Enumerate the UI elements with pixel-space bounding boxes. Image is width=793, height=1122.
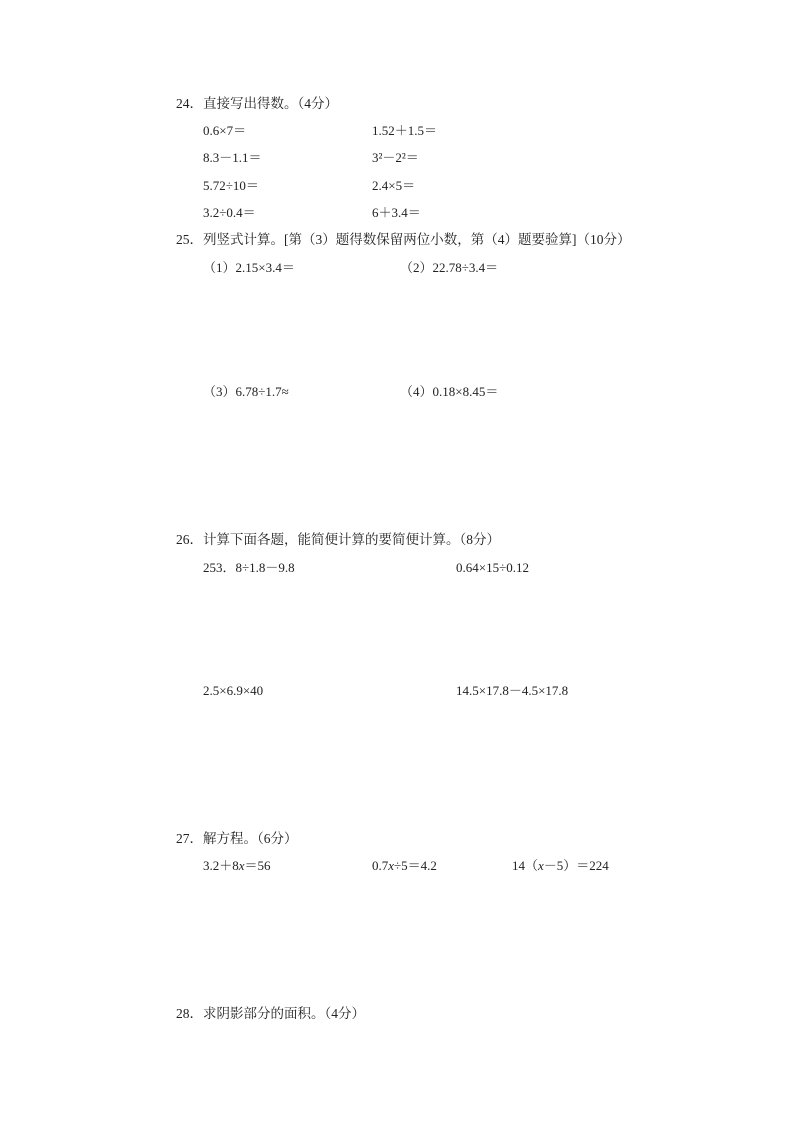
q24-item-2: 1.52＋1.5＝ (372, 123, 438, 138)
q27-eq3-post: －5）＝224 (543, 858, 609, 873)
q25-item-2: （2）22.78÷3.4＝ (400, 260, 499, 275)
q26-item-1: 253．8÷1.8－9.8 (203, 560, 295, 575)
question-28-title: 28．求阴影部分的面积。（4分） (176, 1006, 365, 1021)
q25-item-1: （1）2.15×3.4＝ (203, 260, 295, 275)
q24-item-1: 0.6×7＝ (203, 123, 247, 138)
q24-item-5: 5.72÷10＝ (203, 178, 259, 193)
q27-eq3-var: x (538, 858, 544, 873)
q26-item-4: 14.5×17.8－4.5×17.8 (456, 683, 569, 698)
q26-item-2: 0.64×15÷0.12 (456, 560, 529, 575)
q27-eq3-pre: 14（ (512, 858, 539, 873)
q24-item-6: 2.4×5＝ (372, 178, 416, 193)
q25-item-4: （4）0.18×8.45＝ (400, 384, 499, 399)
q24-item-3: 8.3－1.1＝ (203, 150, 262, 165)
q24-item-4: 3²－2²＝ (372, 150, 419, 165)
q26-item-3: 2.5×6.9×40 (203, 683, 264, 698)
question-24-title: 24．直接写出得数。（4分） (176, 96, 338, 111)
q24-item-7: 3.2÷0.4＝ (203, 205, 256, 220)
q27-equation-1 (203, 858, 271, 874)
q27-eq1-pre: 3.2＋8 (203, 858, 239, 873)
q24-item-8: 6＋3.4＝ (372, 205, 421, 220)
question-25-title: 25．列竖式计算。[第（3）题得数保留两位小数，第（4）题要验算]（10分） (176, 232, 631, 247)
q25-item-3: （3）6.78÷1.7≈ (203, 384, 289, 399)
q27-eq2-post: ÷5＝4.2 (394, 858, 437, 873)
q27-eq2-var: x (388, 858, 395, 873)
question-27-title: 27．解方程。（6分） (176, 831, 298, 846)
question-26-title: 26．计算下面各题，能简便计算的要简便计算。（8分） (176, 532, 500, 547)
q27-eq2-pre: 0.7 (372, 858, 389, 873)
q27-eq1-post: ＝56 (244, 858, 271, 873)
q27-eq1-var: x (238, 858, 245, 873)
q27-equation-3 (512, 858, 609, 874)
q27-equation-2 (372, 858, 437, 874)
